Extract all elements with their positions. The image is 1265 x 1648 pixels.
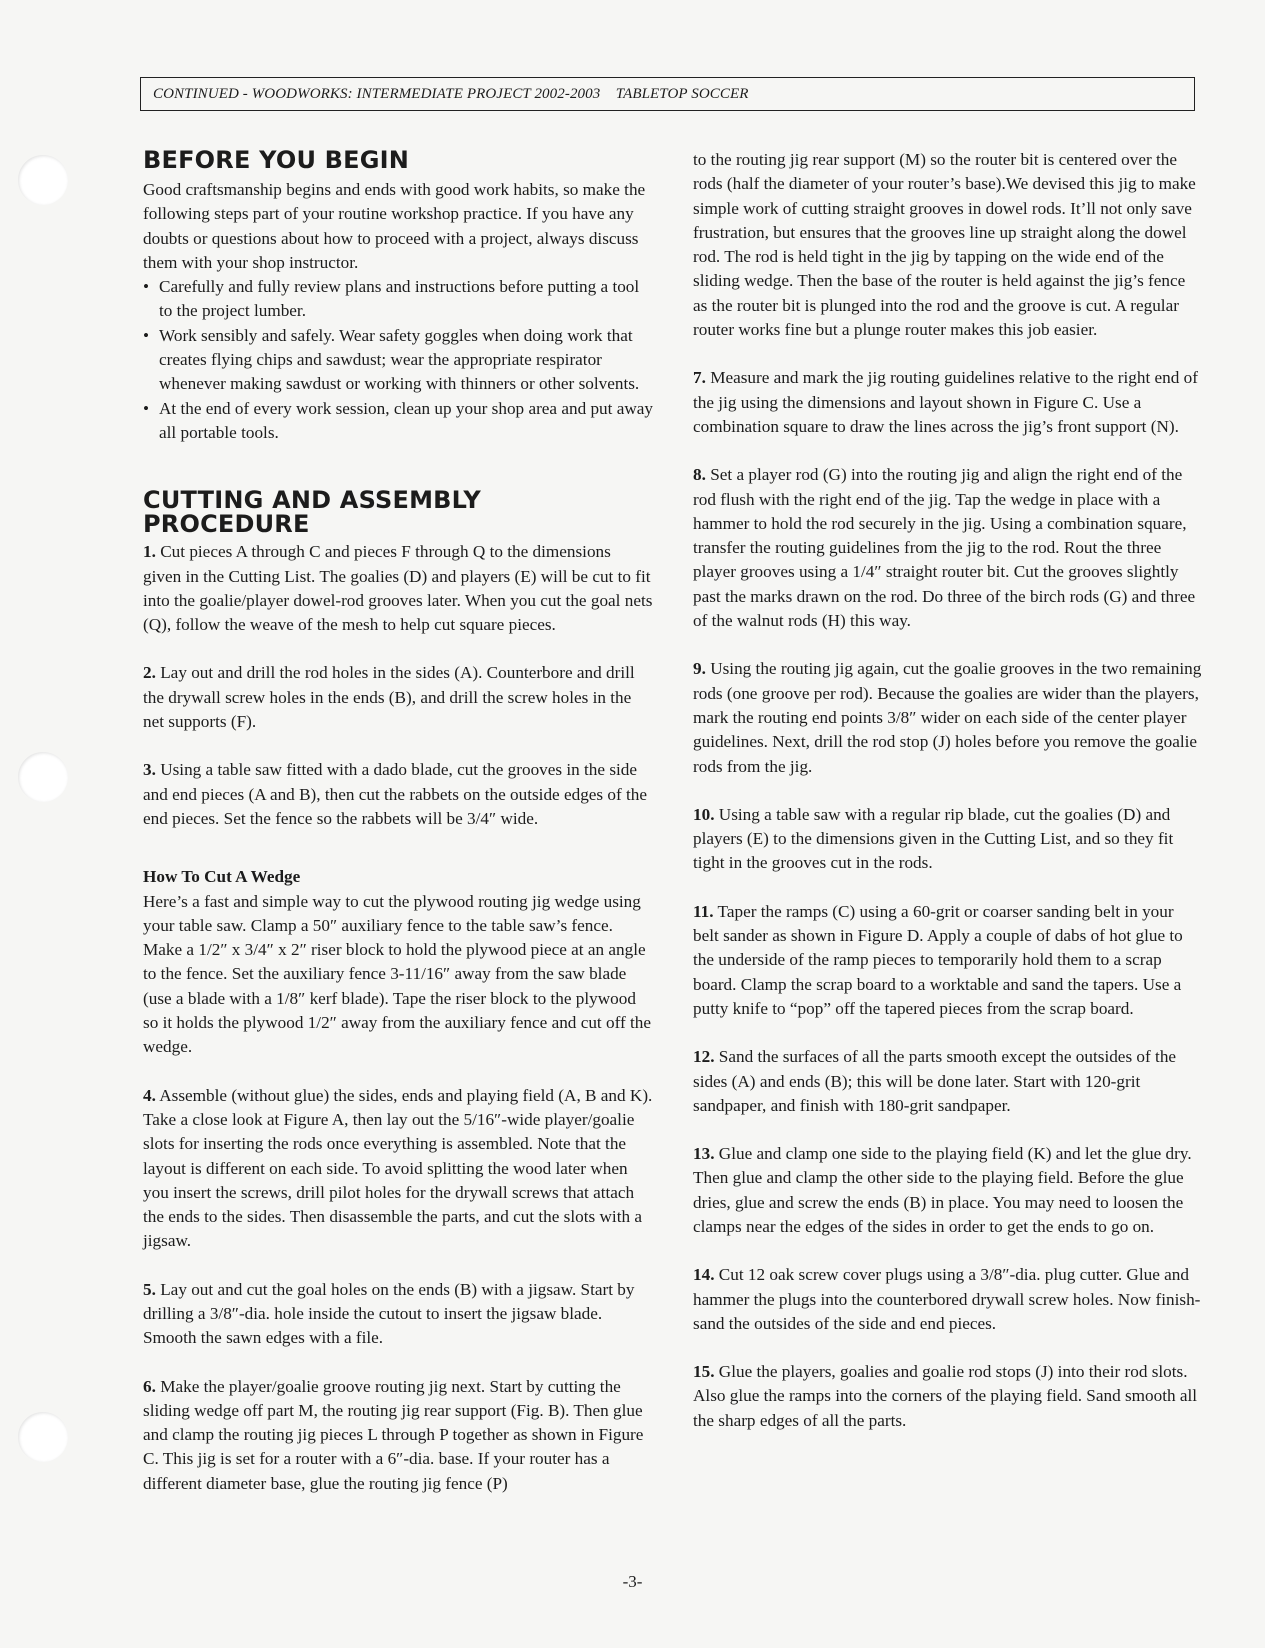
step bbox=[693, 1045, 1203, 1118]
step bbox=[693, 1263, 1203, 1336]
step-number: 4. bbox=[143, 1085, 156, 1105]
step-text: Using a table saw fitted with a dado blade, cut the grooves in the side and end pieces (A and B), then cut the rabbets on the outside edges of the end pieces. Set the fence so the rabbets will be 3/4″ wide. bbox=[143, 760, 648, 828]
step bbox=[693, 366, 1203, 439]
step-text: Set a player rod (G) into the routing jig and align the right end of the rod flush with the right end of the jig. Tap the wedge in place with a hammer to hold the rod securely in the jig. Using a combination square, transfer the routing guidelines from the jig to the rod. Rout the three player grooves using a 1/4″ straight router bit. Cut the grooves slightly past the marks drawn on the rod. Do three of the birch rods (G) and three of the walnut rods (H) this way. bbox=[693, 465, 1196, 631]
step-number: 6. bbox=[143, 1376, 156, 1396]
step-number: 11. bbox=[693, 901, 714, 921]
step-number: 14. bbox=[693, 1265, 715, 1285]
punch-hole-bottom bbox=[18, 1412, 68, 1462]
step bbox=[143, 1278, 653, 1351]
punch-hole-middle bbox=[18, 752, 68, 802]
page-number: -3- bbox=[622, 1572, 643, 1591]
step-text: Sand the surfaces of all the parts smooth except the outsides of the sides (A) and ends (B); this will be done later. Start with 120-grit sandpaper, and finish with 180-grit sandpaper. bbox=[693, 1047, 1177, 1115]
running-header bbox=[140, 77, 1195, 111]
safety-bullet: • Carefully and fully review plans and instructions before putting a tool to the project lumber. bbox=[143, 275, 653, 324]
step-number: 15. bbox=[693, 1362, 715, 1382]
safety-bullet-list bbox=[143, 275, 653, 445]
step bbox=[143, 540, 653, 637]
step-number: 1. bbox=[143, 542, 156, 562]
punch-hole-top bbox=[18, 155, 68, 205]
step-text: Measure and mark the jig routing guidelines relative to the right end of the jig using the dimensions and layout shown in Figure C. Use a combination square to draw the lines across the jig’s front support (N). bbox=[693, 368, 1198, 436]
step-number: 7. bbox=[693, 368, 706, 388]
wedge-instructions: Here’s a fast and simple way to cut the plywood routing jig wedge using your table saw. Clamp a 50″ auxiliary fence to the table saw’s fence. Make a 1/2″ x 3/4″ x 2″ riser block to hold the plywood piece at an angle to the fence. Set the auxiliary fence 3-11/16″ away from the saw blade (use a blade with a 1/8″ kerf blade). Tape the riser block to the plywood so it holds the plywood 1/2″ away from the auxiliary fence and cut off the wedge. bbox=[143, 891, 652, 1057]
left-column bbox=[143, 148, 653, 1520]
step-number: 2. bbox=[143, 663, 156, 683]
safety-bullet: • At the end of every work session, clean up your shop area and put away all portable tools. bbox=[143, 397, 653, 446]
step bbox=[143, 1084, 653, 1254]
step-text: Glue the players, goalies and goalie rod stops (J) into their rod slots. Also glue the ramps into the corners of the playing field. Sand smooth all the sharp edges of all the parts. bbox=[693, 1362, 1198, 1430]
step-text: Cut 12 oak screw cover plugs using a 3/8″-dia. plug cutter. Glue and hammer the plugs into the counterbored drywall screw holes. Now finish-sand the outsides of the side and end pieces. bbox=[693, 1265, 1201, 1333]
step-text: Using the routing jig again, cut the goalie grooves in the two remaining rods (one groove per rod). Because the goalies are wider than the players, mark the routing end points 3/8″ wider on each side of the center player guidelines. Next, drill the rod stop (J) holes before you remove the goalie rods from the jig. bbox=[693, 659, 1202, 776]
step bbox=[693, 657, 1203, 778]
before-intro: Good craftsmanship begins and ends with good work habits, so make the following steps part of your routine workshop practice. If you have any doubts or questions about how to proceed with a project, always discuss them with your shop instructor. bbox=[143, 180, 646, 272]
step bbox=[693, 1360, 1203, 1433]
header-text: CONTINUED - WOODWORKS: INTERMEDIATE PROJECT 2002-2003 TABLETOP SOCCER bbox=[153, 85, 749, 102]
step-number: 13. bbox=[693, 1144, 715, 1164]
step-text: Glue and clamp one side to the playing field (K) and let the glue dry. Then glue and clamp the other side to the playing field. Before the glue dries, glue and screw the ends (B) in place. You may need to loosen the clamps near the edges of the sides in order to get the ends to go on. bbox=[693, 1144, 1192, 1236]
step-number: 3. bbox=[143, 760, 156, 780]
step bbox=[693, 463, 1203, 633]
step bbox=[693, 1142, 1203, 1239]
cutting-assembly-title: CUTTING AND ASSEMBLY PROCEDURE bbox=[143, 486, 481, 539]
step-text: Make the player/goalie groove routing jig next. Start by cutting the sliding wedge off part M, the routing jig rear support (Fig. B). Then glue and clamp the routing jig pieces L through P together as shown in Figure C. This jig is set for a router with a 6″-dia. base. If your router has a different diameter base, glue the routing jig fence (P) bbox=[143, 1376, 644, 1493]
safety-bullet: • Work sensibly and safely. Wear safety goggles when doing work that creates flying chips and sawdust; wear the appropriate respirator whenever making sawdust or working with thinners or other solvents. bbox=[143, 324, 653, 397]
wedge-subheading: How To Cut A Wedge bbox=[143, 867, 301, 887]
right-column bbox=[693, 148, 1203, 1457]
step bbox=[693, 900, 1203, 1021]
step-text: Cut pieces A through C and pieces F through Q to the dimensions given in the Cutting List. The goalies (D) and players (E) will be cut to fit into the goalie/player dowel-rod grooves later. When you cut the goal nets (Q), follow the weave of the mesh to help cut square pieces. bbox=[143, 542, 653, 635]
step-number: 5. bbox=[143, 1279, 156, 1299]
step-text: Using a table saw with a regular rip blade, cut the goalies (D) and players (E) to the dimensions given in the Cutting List, and so they fit tight in the grooves cut in the rods. bbox=[693, 804, 1174, 873]
step bbox=[143, 1375, 653, 1496]
step bbox=[693, 803, 1203, 876]
step-text: Assemble (without glue) the sides, ends and playing field (A, B and K). Take a close look at Figure A, then lay out the 5/16″-wide player/goalie slots for inserting the rods once everything is assembled. Note that the layout is different on each side. To avoid splitting the wood later when you insert the screws, drill pilot holes for the drywall screws that attach the ends to the sides. Then disassemble the parts, and cut the slots with a jigsaw. bbox=[143, 1085, 653, 1251]
step-text: Lay out and cut the goal holes on the ends (B) with a jigsaw. Start by drilling a 3/8″-dia. hole inside the cutout to insert the jigsaw blade. Smooth the sawn edges with a file. bbox=[143, 1279, 635, 1348]
step-number: 10. bbox=[693, 804, 715, 824]
step bbox=[143, 661, 653, 734]
step-text: Lay out and drill the rod holes in the sides (A). Counterbore and drill the drywall screw holes in the ends (B), and drill the screw holes in the net supports (F). bbox=[143, 663, 635, 732]
step-text: Taper the ramps (C) using a 60-grit or coarser sanding belt in your belt sander as shown in Figure D. Apply a couple of dabs of hot glue to the underside of the ramp pieces to temporarily hold them to a scrap board. Clamp the scrap board to a worktable and sand the tapers. Use a putty knife to “pop” off the tapered pieces from the scrap board. bbox=[693, 901, 1183, 1018]
step bbox=[143, 758, 653, 831]
step-number: 9. bbox=[693, 659, 706, 679]
step-6-continuation: to the routing jig rear support (M) so the router bit is centered over the rods (half the diameter of your router’s base).We devised this jig to make simple work of cutting straight grooves in dowel rods. It’ll not only save frustration, but ensures that the grooves line up straight along the dowel rod. The rod is held tight in the jig by tapping on the wide end of the sliding wedge. Then the base of the router is held against the jig’s fence as the router bit is plunged into the rod and the groove is cut. A regular router works fine but a plunge router makes this job easier. bbox=[693, 150, 1196, 340]
step-number: 12. bbox=[693, 1047, 715, 1067]
step-number: 8. bbox=[693, 465, 706, 485]
before-you-begin-title: BEFORE YOU BEGIN bbox=[143, 146, 410, 174]
